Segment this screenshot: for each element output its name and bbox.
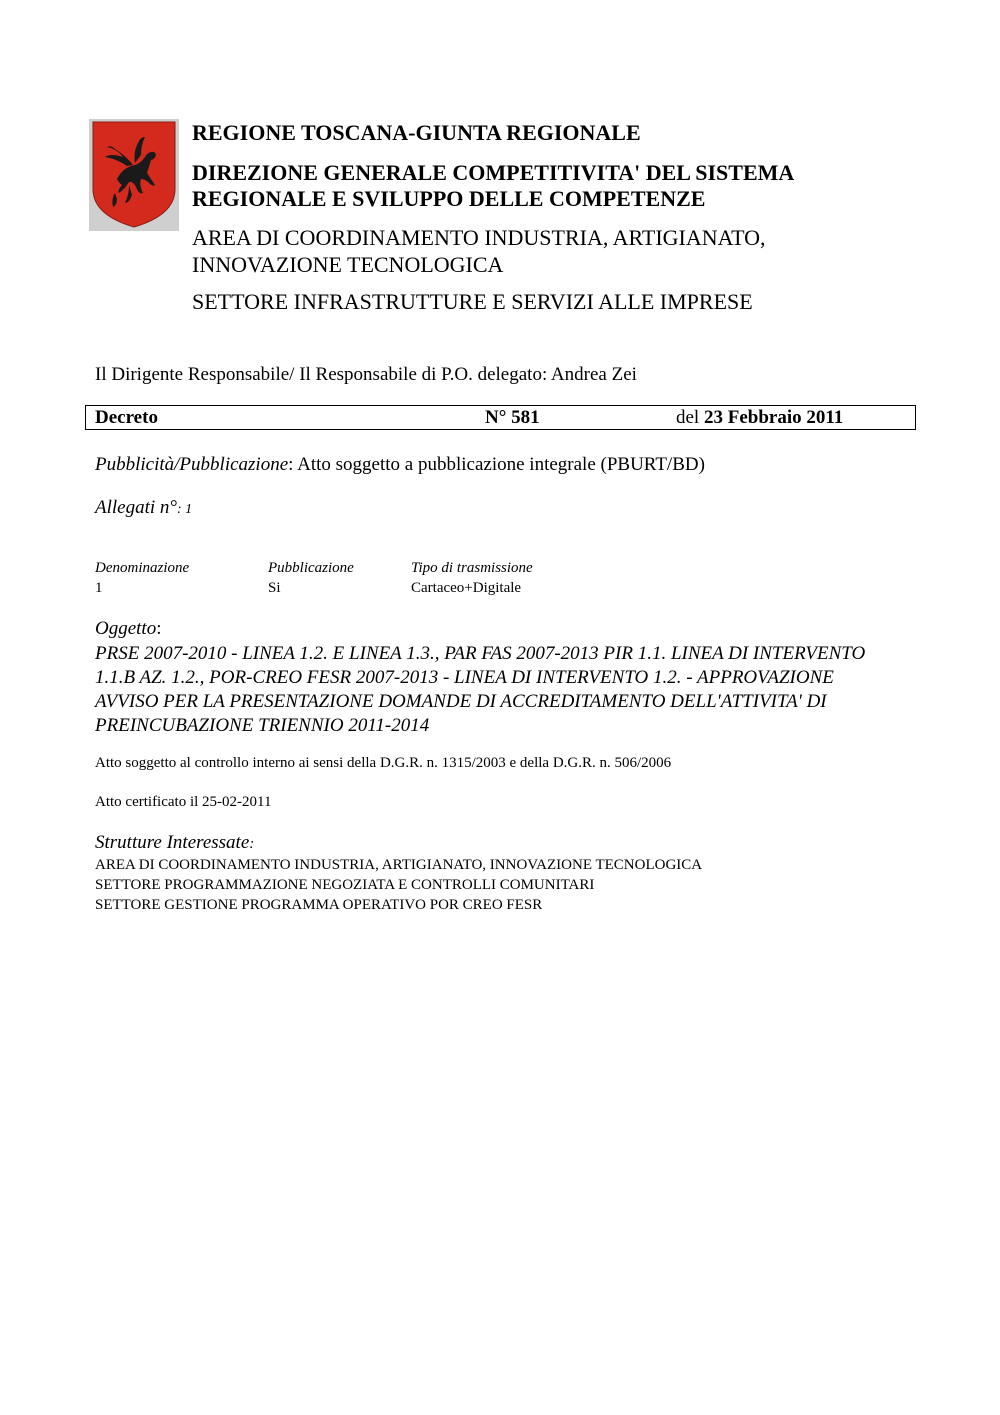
table-cell: 1 [95, 580, 103, 596]
strutture-colon: : [249, 836, 255, 852]
table-cell: Si [268, 580, 281, 596]
table-header: Tipo di trasmissione [411, 560, 533, 576]
pubblicita-value: : Atto soggetto a pubblicazione integrale (PBURT/BD) [288, 454, 705, 475]
pegasus-crest-icon [89, 119, 179, 231]
decreto-number: N° 581 [485, 407, 540, 428]
table-cell: Cartaceo+Digitale [411, 580, 522, 596]
attachments-col-pubblicazione [268, 558, 354, 598]
strutture-label-text: Strutture Interessate [95, 832, 250, 853]
decreto-del: del [676, 407, 700, 428]
pubblicita-line [95, 454, 705, 476]
area-title: AREA DI COORDINAMENTO INDUSTRIA, ARTIGIANATO, INNOVAZIONE TECNOLOGICA [192, 225, 766, 277]
strutture-list [95, 855, 702, 915]
certificato-line: Atto certificato il 25-02-2011 [95, 794, 272, 810]
attachments-col-denominazione [95, 558, 189, 598]
allegati-line [95, 497, 192, 519]
table-header: Pubblicazione [268, 560, 354, 576]
decreto-box [85, 405, 916, 430]
oggetto-text: PRSE 2007-2010 - LINEA 1.2. E LINEA 1.3., PAR FAS 2007-2013 PIR 1.1. LINEA DI INTERVENTO 1.1.B AZ. 1.2., POR-CREO FESR 2007-2013 - LINEA DI INTERVENTO 1.2. - APPROVAZIONE AVVISO PER LA PRESENTAZIONE DOMANDE DI ACCREDITAMENTO DELL'ATTIVITA' DI PREINCUBAZIONE TRIENNIO 2011-2014 [95, 643, 866, 736]
controllo-line: Atto soggetto al controllo interno ai sensi della D.G.R. n. 1315/2003 e della D.G.R. n. 506/2006 [95, 755, 672, 771]
pubblicita-label: Pubblicità/Pubblicazione [95, 454, 289, 475]
strutture-label [95, 832, 254, 854]
list-item: SETTORE GESTIONE PROGRAMMA OPERATIVO POR CREO FESR [95, 897, 543, 913]
oggetto-label-text: Oggetto [95, 618, 157, 639]
decreto-date-value: 23 Febbraio 2011 [703, 407, 844, 428]
list-item: AREA DI COORDINAMENTO INDUSTRIA, ARTIGIANATO, INNOVAZIONE TECNOLOGICA [95, 857, 703, 873]
oggetto-colon: : [156, 618, 162, 639]
allegati-label: Allegati n° [95, 497, 178, 518]
organization-title: REGIONE TOSCANA-GIUNTA REGIONALE [192, 120, 641, 145]
decreto-label: Decreto [95, 407, 158, 428]
direzione-title: DIREZIONE GENERALE COMPETITIVITA' DEL SISTEMA REGIONALE E SVILUPPO DELLE COMPETENZE [192, 160, 794, 211]
table-header: Denominazione [95, 560, 190, 576]
attachments-col-tipo [411, 558, 533, 598]
settore-title: SETTORE INFRASTRUTTURE E SERVIZI ALLE IMPRESE [192, 289, 753, 314]
allegati-value: : 1 [177, 502, 193, 517]
decreto-date [676, 407, 843, 429]
dirigente-line: Il Dirigente Responsabile/ Il Responsabile di P.O. delegato: Andrea Zei [95, 364, 637, 385]
oggetto-label [95, 618, 162, 640]
list-item: SETTORE PROGRAMMAZIONE NEGOZIATA E CONTROLLI COMUNITARI [95, 877, 595, 893]
